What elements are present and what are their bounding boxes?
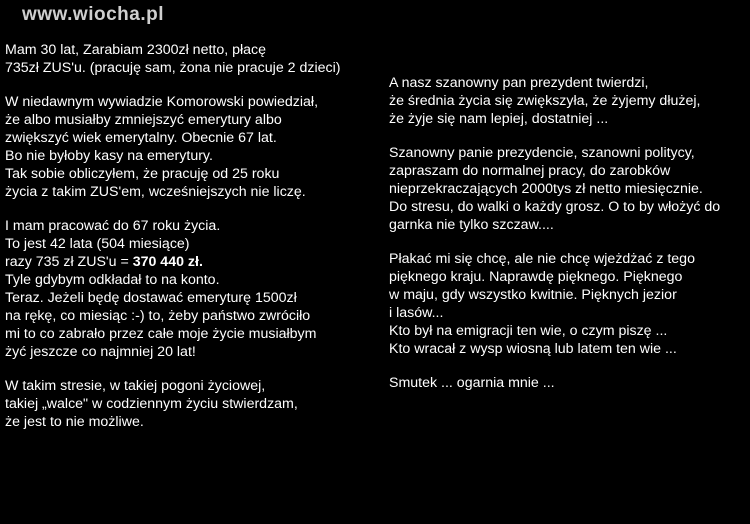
text-line: Mam 30 lat, Zarabiam 2300zł netto, płacę (5, 42, 267, 58)
paragraph-conclusion (5, 377, 377, 431)
paragraph-emigration (389, 250, 749, 358)
paragraph-president (389, 74, 749, 128)
text-line: że średnia życia się zwiększyła, że żyjemy dłużej, (389, 93, 701, 109)
text-line: Szanowny panie prezydencie, szanowni politycy, (389, 145, 695, 161)
text-line: W niedawnym wywiadzie Komorowski powiedział, (5, 94, 319, 110)
text-line: Tyle gdybym odkładał to na konto. (5, 272, 220, 288)
text-line: zwiększyć wiek emerytalny. Obecnie 67 lat. (5, 130, 277, 146)
text-line: Teraz. Jeżeli będę dostawać emeryturę 1500zł (5, 290, 297, 306)
text-line: To jest 42 lata (504 miesiące) (5, 236, 190, 252)
paragraph-invitation (389, 144, 749, 234)
text-line: W takim stresie, w takiej pogoni życiowej, (5, 378, 266, 394)
text-line: że albo musiałby zmniejszyć emerytury albo (5, 112, 282, 128)
text-line: takiej „walce" w codziennym życiu stwierdzam, (5, 396, 298, 412)
text-line: pięknego kraju. Naprawdę pięknego. Pięknego (389, 269, 683, 285)
text-total-prefix: razy 735 zł ZUS'u = (5, 254, 133, 270)
text-line: że żyje się nam lepiej, dostatniej ... (389, 111, 609, 127)
text-line: żyć jeszcze co najmniej 20 lat! (5, 344, 196, 360)
text-line: mi to co zabrało przez całe moje życie musiałbym (5, 326, 317, 342)
text-line: Smutek ... ogarnia mnie ... (389, 375, 555, 391)
text-line: Płakać mi się chcę, ale nie chcę wjeżdżać z tego (389, 251, 695, 267)
text-line: Bo nie byłoby kasy na emerytury. (5, 148, 213, 164)
total-amount: 370 440 zł. (132, 254, 203, 270)
paragraph-interview (5, 93, 377, 201)
right-text-column (389, 74, 749, 408)
paragraph-income (5, 41, 377, 77)
text-line-total (5, 253, 377, 271)
text-line: garnka nie tylko szczaw.... (389, 217, 554, 233)
text-line: że jest to nie możliwe. (5, 414, 144, 430)
paragraph-calculation (5, 217, 377, 361)
text-line: A nasz szanowny pan prezydent twierdzi, (389, 75, 649, 91)
text-line: Kto wracał z wysp wiosną lub latem ten wie ... (389, 341, 677, 357)
text-line: I mam pracować do 67 roku życia. (5, 218, 221, 234)
paragraph-sadness (389, 374, 749, 392)
text-line: Do stresu, do walki o każdy grosz. O to by włożyć do (389, 199, 721, 215)
text-line: Kto był na emigracji ten wie, o czym piszę ... (389, 323, 668, 339)
text-line: i lasów... (389, 305, 444, 321)
text-line: w maju, gdy wszystko kwitnie. Pięknych jezior (389, 287, 677, 303)
site-watermark: www.wiocha.pl (22, 4, 164, 25)
text-line: życia z takim ZUS'em, wcześniejszych nie liczę. (5, 184, 306, 200)
left-text-column (5, 41, 377, 447)
text-line: na rękę, co miesiąc :-) to, żeby państwo zwróciło (5, 308, 311, 324)
text-line: 735zł ZUS'u. (pracuję sam, żona nie pracuje 2 dzieci) (5, 60, 341, 76)
text-line: nieprzekraczających 2000tys zł netto miesięcznie. (389, 181, 703, 197)
text-line: Tak sobie obliczyłem, że pracuję od 25 roku (5, 166, 280, 182)
text-line: zapraszam do normalnej pracy, do zarobków (389, 163, 671, 179)
